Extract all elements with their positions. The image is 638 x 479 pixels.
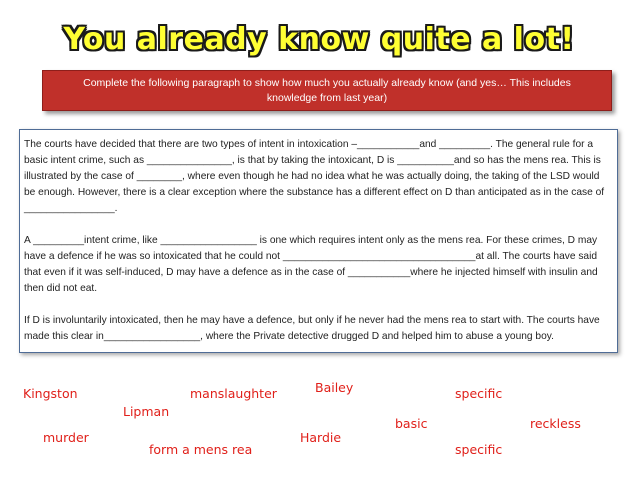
paragraph-panel: [19, 129, 618, 353]
page-title: You already know quite a lot!: [63, 22, 575, 57]
instruction-banner: [42, 70, 612, 111]
instruction-text: Complete the following paragraph to show how much you actually already know (and yes… This includes knowledge from last year): [83, 76, 571, 104]
word-specific-2[interactable]: specific: [455, 442, 503, 457]
word-bailey[interactable]: Bailey: [315, 380, 354, 395]
paragraph-2: A _________intent crime, like _________________ is one which requires intent only as the mens rea. For these crimes, D may have a defence if he was so intoxicated that he could not __________________________________at all. The courts have said that even if it was self-induced, D may have a defence as in the case of ___________where he injected himself with insulin and then did not eat.: [24, 235, 598, 294]
word-reckless[interactable]: reckless: [530, 416, 581, 431]
paragraph-1: The courts have decided that there are two types of intent in intoxication –___________and _________. The general rule for a basic intent crime, such as _______________, is that by taking the intoxicant, D is __________and so has the mens rea. This is illustrated by the case of ________, where even though he had no idea what he was actually doing, the taking of the LSD would be enough. However, there is a clear exception where the substance has a different effect on D than anticipated as in the case of ________________.: [24, 139, 605, 214]
word-basic[interactable]: basic: [395, 416, 428, 431]
word-manslaughter[interactable]: manslaughter: [190, 386, 277, 401]
word-kingston[interactable]: Kingston: [23, 386, 78, 401]
paragraph-3: If D is involuntarily intoxicated, then he may have a defence, but only if he never had the mens rea to start with. The courts have made this clear in_________________, where the Private detective drugged D and helped him to abuse a young boy.: [24, 315, 600, 342]
word-specific-1[interactable]: specific: [455, 386, 503, 401]
word-form-a-mens-rea[interactable]: form a mens rea: [149, 442, 253, 457]
word-lipman[interactable]: Lipman: [123, 404, 170, 419]
word-murder[interactable]: murder: [43, 430, 89, 445]
word-hardie[interactable]: Hardie: [300, 430, 342, 445]
